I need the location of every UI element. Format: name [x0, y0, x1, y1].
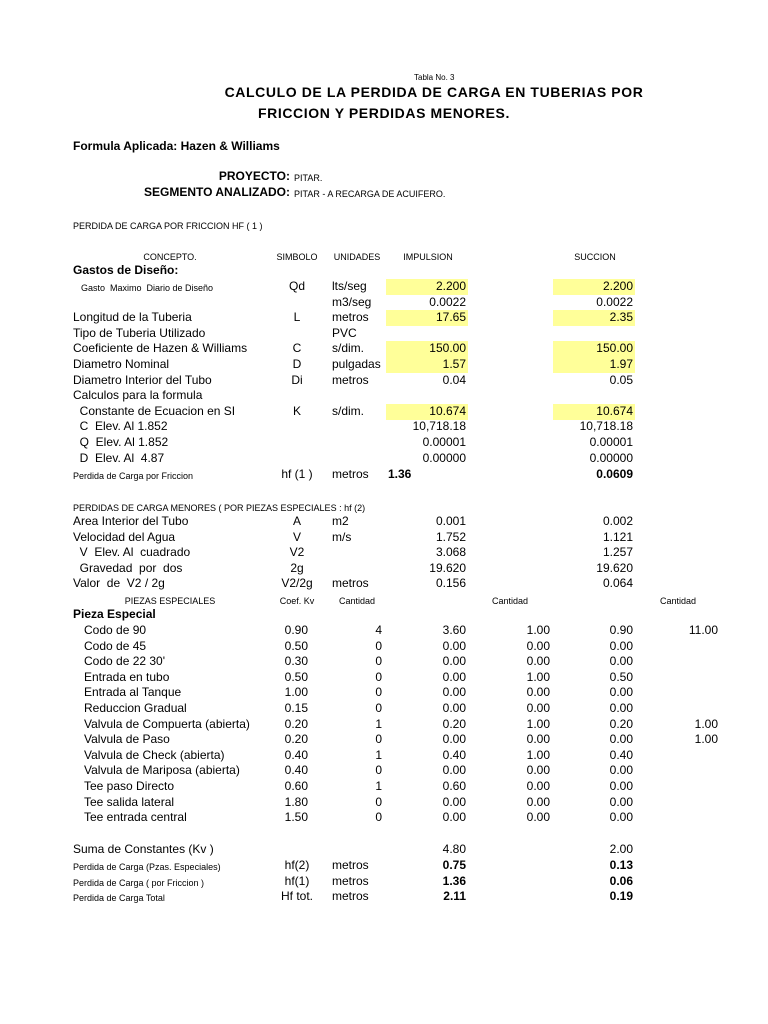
row-label: C Elev. Al 1.852: [73, 419, 168, 434]
pieza-cantidad-2: 0.00: [526, 701, 550, 715]
pieza-cantidad: 0: [375, 685, 382, 700]
pieza-cantidad-2: 0.00: [526, 638, 550, 653]
pieza-cantidad-2: 0.00: [526, 794, 550, 809]
pieza-impulsion: 0.00: [442, 654, 466, 669]
total-succion: 0.19: [609, 889, 633, 904]
pieza-name: Codo de 90: [84, 623, 147, 637]
row-impulsion: 0.04: [442, 372, 466, 387]
row-succion: 2.200: [602, 279, 633, 293]
pieza-cantidad-2: 1.00: [526, 669, 550, 684]
total-symbol: Hf tot.: [280, 889, 313, 904]
segmento-label: SEGMENTO ANALIZADO:: [144, 185, 290, 199]
pieza-impulsion: 0.00: [442, 810, 466, 825]
pieza-succion: 0.00: [609, 654, 633, 669]
pieza-succion: 0.00: [609, 779, 633, 793]
suma-succion: 2.00: [609, 842, 633, 856]
pieza-impulsion: 0.00: [442, 669, 466, 684]
table-number: Tabla No. 3: [414, 73, 455, 82]
row-unit: pulgadas: [332, 357, 381, 371]
total-unit: metros: [332, 873, 369, 888]
menores-row-unit: m/s: [332, 529, 352, 544]
header-unidades: UNIDADES: [333, 252, 381, 262]
pieza-impulsion: 0.40: [442, 747, 466, 762]
menores-row-symbol: 2g: [290, 560, 304, 575]
row-succion: 10.674: [596, 403, 633, 418]
friccion-section-title: PERDIDA DE CARGA POR FRICCION HF ( 1 ): [73, 221, 263, 231]
menores-row-label: Area Interior del Tubo: [73, 514, 189, 528]
header-coef-kv: Coef. Kv: [279, 596, 315, 606]
pieza-name: Valvula de Mariposa (abierta): [84, 763, 240, 778]
pieza-name: Codo de 45: [84, 638, 147, 653]
row-label: Tipo de Tuberia Utilizado: [73, 325, 206, 340]
pieza-kv: 0.15: [284, 701, 308, 715]
menores-row-unit: m2: [332, 514, 349, 528]
total-impulsion: 2.11: [443, 889, 466, 904]
pieza-name: Tee entrada central: [84, 810, 187, 825]
pieza-succion: 0.00: [609, 794, 633, 809]
pieza-kv: 1.80: [284, 794, 308, 809]
menores-row-symbol: V2/2g: [281, 576, 313, 591]
pieza-succion: 0.50: [609, 669, 633, 684]
pieza-title: Pieza Especial: [73, 607, 156, 621]
header-piezas: PIEZAS ESPECIALES: [124, 596, 216, 606]
pieza-cantidad: 4: [375, 623, 382, 637]
hf1-unit: metros: [332, 467, 369, 481]
row-succion: 2.35: [609, 310, 633, 325]
pieza-name: Valvula de Paso: [84, 732, 170, 747]
pieza-succion: 0.00: [609, 638, 633, 653]
pieza-impulsion: 0.00: [442, 685, 466, 700]
title-line-1: CALCULO DE LA PERDIDA DE CARGA EN TUBERIAS POR: [224, 84, 644, 100]
proyecto-value: PITAR.: [294, 173, 323, 183]
pieza-cantidad: 0: [375, 763, 382, 778]
pieza-kv: 0.20: [284, 716, 308, 731]
row-label: Gasto Maximo Diario de Diseño: [81, 283, 214, 293]
hf1-label: Perdida de Carga por Friccion: [73, 471, 194, 481]
row-label: Longitud de la Tuberia: [73, 310, 192, 325]
pieza-name: Codo de 22 30': [84, 654, 166, 669]
menores-row-label: Velocidad del Agua: [73, 529, 176, 544]
pieza-cantidad: 0: [375, 669, 382, 684]
row-succion: 0.00001: [589, 435, 633, 449]
row-impulsion: 1.57: [442, 357, 466, 371]
menores-row-succion: 1.257: [602, 545, 633, 560]
total-label: Perdida de Carga ( por Friccion ): [73, 877, 205, 888]
pieza-succion: 0.00: [609, 732, 633, 747]
pieza-cantidad-3: 11.00: [688, 623, 718, 637]
row-symbol: D: [292, 357, 302, 371]
row-unit: metros: [332, 372, 369, 387]
row-symbol: L: [293, 310, 301, 325]
menores-row-impulsion: 1.752: [435, 529, 466, 544]
header-concepto: CONCEPTO.: [143, 252, 197, 262]
gastos-title: Gastos de Diseño:: [73, 263, 179, 277]
pieza-kv: 0.50: [284, 669, 308, 684]
row-impulsion: 150.00: [429, 341, 466, 356]
pieza-cantidad: 1: [375, 716, 382, 731]
header-cantidad-3: Cantidad: [659, 596, 697, 606]
suma-label: Suma de Constantes (Kv ): [73, 842, 214, 856]
menores-row-impulsion: 0.001: [435, 514, 466, 528]
row-impulsion: 0.0022: [429, 294, 466, 309]
pieza-cantidad-2: 1.00: [526, 716, 550, 731]
pieza-kv: 0.20: [284, 732, 308, 747]
row-symbol: K: [292, 403, 301, 418]
pieza-impulsion: 0.60: [442, 779, 466, 793]
segmento-value: PITAR - A RECARGA DE ACUIFERO.: [294, 189, 446, 199]
pieza-kv: 0.60: [284, 779, 308, 793]
pieza-cantidad: 0: [375, 810, 382, 825]
menores-row-impulsion: 3.068: [435, 545, 466, 560]
menores-row-label: V Elev. Al cuadrado: [73, 545, 191, 560]
pieza-succion: 0.90: [609, 623, 633, 637]
row-symbol: C: [292, 341, 302, 356]
header-succion: SUCCION: [574, 252, 616, 262]
row-succion: 0.0022: [596, 294, 633, 309]
total-label: Perdida de Carga (Pzas. Especiales): [73, 862, 221, 872]
row-succion: 0.05: [609, 372, 633, 387]
pieza-succion: 0.00: [609, 763, 633, 778]
pieza-cantidad-2: 0.00: [526, 685, 550, 700]
row-label: Calculos para la formula: [73, 388, 203, 403]
pieza-impulsion: 0.00: [442, 763, 466, 778]
row-label: D Elev. Al 4.87: [73, 450, 165, 465]
pieza-kv: 0.50: [284, 638, 308, 653]
total-succion: 0.13: [609, 858, 633, 872]
pieza-cantidad-2: 0.00: [526, 732, 550, 747]
menores-row-impulsion: 0.156: [435, 576, 466, 591]
pieza-succion: 0.00: [609, 685, 633, 700]
total-unit: metros: [332, 889, 369, 904]
header-cantidad-1: Cantidad: [338, 596, 376, 606]
pieza-cantidad-2: 1.00: [526, 623, 550, 637]
row-unit: lts/seg: [332, 279, 367, 293]
row-succion: 1.97: [609, 357, 633, 371]
header-impulsion: IMPULSION: [403, 252, 453, 262]
pieza-cantidad-3: 1.00: [694, 732, 718, 747]
pieza-name: Entrada al Tanque: [84, 685, 182, 700]
row-label: Constante de Ecuacion en SI: [73, 403, 236, 418]
pieza-kv: 1.50: [284, 810, 308, 825]
pieza-impulsion: 0.00: [442, 701, 466, 715]
pieza-kv: 0.30: [284, 654, 308, 669]
menores-row-succion: 19.620: [596, 560, 633, 575]
header-simbolo: SIMBOLO: [276, 252, 318, 262]
row-symbol: Di: [291, 372, 303, 387]
total-label: Perdida de Carga Total: [73, 893, 165, 904]
pieza-name: Valvula de Compuerta (abierta): [84, 716, 250, 731]
menores-row-symbol: A: [292, 514, 301, 528]
formula-label: Formula Aplicada: Hazen & Williams: [73, 139, 280, 153]
pieza-cantidad: 0: [375, 654, 382, 669]
pieza-succion: 0.20: [609, 716, 633, 731]
row-symbol: Qd: [288, 279, 305, 293]
pieza-name: Valvula de Check (abierta): [84, 747, 225, 762]
total-succion: 0.06: [609, 873, 633, 888]
menores-section-title: PERDIDAS DE CARGA MENORES ( POR PIEZAS ESPECIALES : hf (2): [73, 503, 366, 513]
row-impulsion: 0.00001: [422, 435, 466, 449]
pieza-cantidad-2: 1.00: [526, 747, 550, 762]
menores-row-symbol: V: [292, 529, 301, 544]
row-unit: metros: [332, 310, 369, 325]
pieza-kv: 1.00: [284, 685, 308, 700]
row-succion: 150.00: [596, 341, 633, 356]
row-label: Q Elev. Al 1.852: [73, 435, 169, 449]
pieza-cantidad: 0: [375, 701, 382, 715]
pieza-cantidad-3: 1.00: [694, 716, 718, 731]
pieza-impulsion: 0.20: [442, 716, 466, 731]
total-impulsion: 1.36: [442, 873, 466, 888]
pieza-cantidad: 0: [375, 732, 382, 747]
header-cantidad-2: Cantidad: [491, 596, 529, 606]
pieza-succion: 0.00: [609, 701, 633, 715]
menores-row-symbol: V2: [289, 545, 305, 560]
row-succion: 10,718.18: [579, 419, 633, 434]
pieza-cantidad: 0: [375, 794, 382, 809]
total-impulsion: 0.75: [442, 858, 466, 872]
hf1-symbol: hf (1 ): [281, 467, 313, 481]
pieza-name: Entrada en tubo: [84, 669, 170, 684]
row-unit: s/dim.: [332, 341, 365, 356]
pieza-succion: 0.00: [609, 810, 633, 825]
pieza-cantidad: 1: [375, 779, 382, 793]
pieza-cantidad: 1: [375, 747, 382, 762]
hf1-succion: 0.0609: [596, 467, 633, 481]
row-impulsion: 17.65: [435, 310, 466, 325]
suma-impulsion: 4.80: [442, 842, 466, 856]
pieza-name: Tee salida lateral: [84, 794, 175, 809]
pieza-impulsion: 3.60: [442, 623, 466, 637]
pieza-impulsion: 0.00: [442, 732, 466, 747]
total-symbol: hf(1): [284, 873, 310, 888]
row-unit: PVC: [332, 325, 357, 340]
pieza-kv: 0.90: [284, 623, 308, 637]
menores-row-succion: 1.121: [602, 529, 633, 544]
row-label: Coeficiente de Hazen & Williams: [73, 341, 248, 356]
total-symbol: hf(2): [284, 858, 310, 872]
total-unit: metros: [332, 858, 369, 872]
row-impulsion: 10.674: [429, 403, 466, 418]
pieza-succion: 0.40: [609, 747, 633, 762]
row-succion: 0.00000: [589, 450, 633, 465]
menores-row-unit: metros: [332, 576, 369, 591]
menores-row-succion: 0.064: [602, 576, 633, 591]
pieza-name: Reduccion Gradual: [84, 701, 187, 715]
title-line-2: FRICCION Y PERDIDAS MENORES.: [258, 105, 510, 121]
row-unit: m3/seg: [332, 294, 372, 309]
pieza-cantidad-2: 0.00: [526, 654, 550, 669]
menores-row-impulsion: 19.620: [429, 560, 466, 575]
row-label: Diametro Interior del Tubo: [73, 372, 212, 387]
row-impulsion: 0.00000: [422, 450, 466, 465]
hf1-impulsion: 1.36: [388, 467, 412, 481]
row-unit: s/dim.: [332, 403, 365, 418]
menores-row-succion: 0.002: [602, 514, 633, 528]
menores-row-label: Gravedad por dos: [73, 560, 183, 575]
row-label: Diametro Nominal: [73, 357, 170, 371]
pieza-cantidad-2: 0.00: [526, 779, 550, 793]
pieza-kv: 0.40: [284, 763, 308, 778]
proyecto-label: PROYECTO:: [218, 169, 290, 183]
pieza-name: Tee paso Directo: [84, 779, 175, 793]
menores-row-label: Valor de V2 / 2g: [73, 576, 165, 591]
pieza-cantidad: 0: [375, 638, 382, 653]
pieza-impulsion: 0.00: [442, 794, 466, 809]
pieza-cantidad-2: 0.00: [526, 810, 550, 825]
pieza-impulsion: 0.00: [442, 638, 466, 653]
pieza-cantidad-2: 0.00: [526, 763, 550, 778]
row-impulsion: 10,718.18: [412, 419, 466, 434]
row-impulsion: 2.200: [435, 279, 466, 293]
pieza-kv: 0.40: [284, 747, 308, 762]
